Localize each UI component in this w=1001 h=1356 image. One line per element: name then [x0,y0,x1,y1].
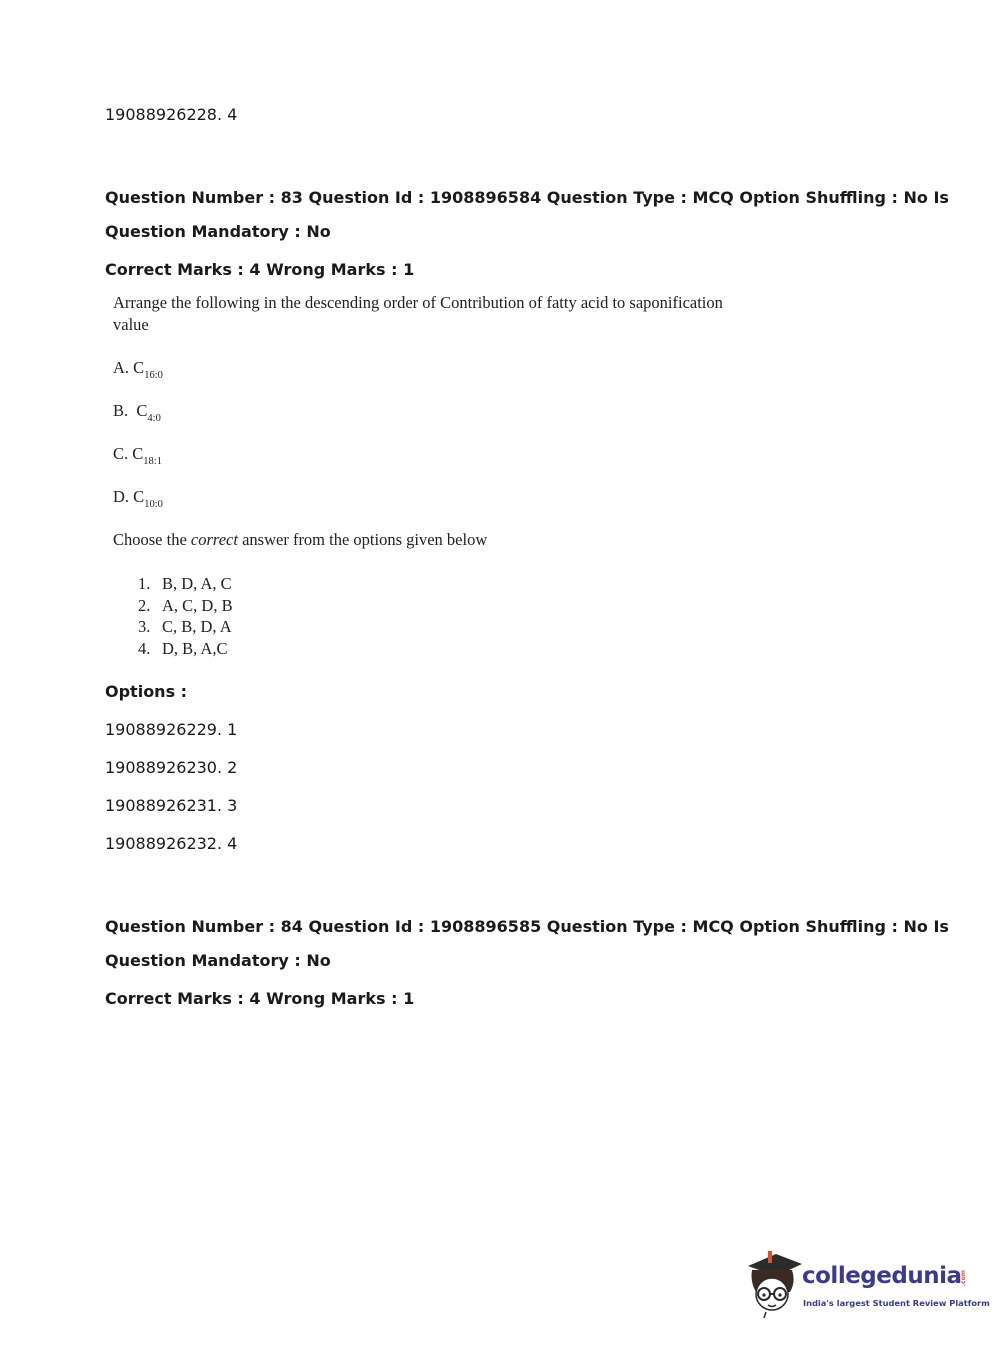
q83-options-label: Options : [105,682,188,701]
answer-list-item [138,573,233,595]
q83-option-2: 19088926230. 2 [105,758,238,777]
q84-header-line2: Question Mandatory : No [105,951,331,970]
q83-answer-list [138,573,233,660]
answer-text: A, C, D, B [162,595,233,615]
item-base: C [133,358,145,377]
q83-header-line2: Question Mandatory : No [105,222,331,241]
q83-option-4: 19088926232. 4 [105,834,238,853]
logo-tagline: India's largest Student Review Platform [803,1298,990,1308]
item-label: C. [113,444,129,463]
answer-list-item [138,595,233,617]
item-sub: 18:1 [143,456,162,468]
q83-stem-line1: Arrange the following in the descending order of Contribution of fatty acid to saponification [113,293,723,312]
q83-marks: Correct Marks : 4 Wrong Marks : 1 [105,260,415,279]
answer-num: 1. [138,574,151,593]
q83-item-c [113,444,162,466]
item-base: C [132,444,144,463]
answer-text: D, B, A,C [162,639,228,659]
q83-option-3: 19088926231. 3 [105,796,238,815]
item-sub: 16:0 [144,370,163,382]
q83-stem-line2: value [113,315,149,334]
item-base: C [136,401,148,420]
item-sub: 4:0 [147,413,161,425]
choose-post: answer from the options given below [237,530,488,549]
q83-choose-instruction [113,530,487,550]
answer-num: 3. [138,617,151,637]
choose-pre: Choose the [113,530,191,549]
q83-item-d [113,487,163,509]
answer-list-item [138,638,233,660]
q84-header-line1: Question Number : 84 Question Id : 1908896585 Question Type : MCQ Option Shuffling : No Is [105,917,949,936]
previous-option: 19088926228. 4 [105,105,238,124]
q83-item-b [113,401,161,423]
q83-option-1: 19088926229. 1 [105,720,238,739]
item-label: B. [113,401,129,420]
q83-item-a [113,358,163,380]
item-sub: 10:0 [144,499,163,511]
answer-list-item [138,616,233,638]
item-base: C [133,487,145,506]
item-label: A. [113,358,130,377]
answer-text: C, B, D, A [162,617,232,637]
mascot-icon [742,1248,804,1320]
logo-domain-suffix: .com [960,1270,967,1287]
item-label: D. [113,487,130,506]
q83-header-line1: Question Number : 83 Question Id : 1908896584 Question Type : MCQ Option Shuffling : No Is [105,188,949,207]
answer-num: 4. [138,639,151,659]
logo-brand: collegedunia [802,1263,962,1289]
collegedunia-logo[interactable] [742,1248,990,1320]
answer-num: 2. [138,595,151,615]
choose-emphasis: correct [190,530,238,549]
answer-text: B, D, A, C [162,574,232,593]
q84-marks: Correct Marks : 4 Wrong Marks : 1 [105,989,415,1008]
